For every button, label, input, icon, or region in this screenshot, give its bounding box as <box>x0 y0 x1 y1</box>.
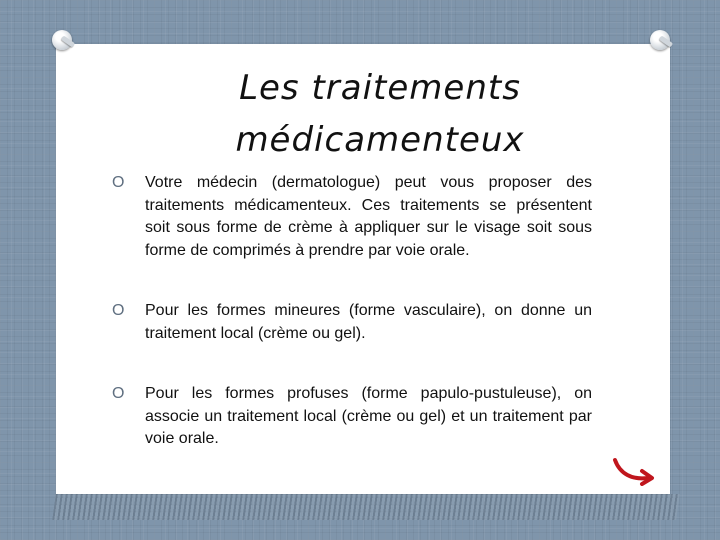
bullet-list <box>112 172 592 451</box>
bullet-item <box>112 300 592 345</box>
bullet-marker: O <box>112 302 125 319</box>
card-shadow <box>52 494 680 520</box>
bullet-text: Votre médecin (dermatologue) peut vous proposer des traitements médicamenteux. Ces traitements se présentent soit sous forme de crème à appliquer sur le visage soit sous forme de comprimés à prendre par voie orale. <box>145 174 592 259</box>
pushpin-left-icon <box>52 30 72 50</box>
bullet-marker: O <box>112 385 125 402</box>
bullet-text: Pour les formes profuses (forme papulo-pustuleuse), on associe un traitement local (crème ou gel) et un traitement par voie orale. <box>145 385 592 447</box>
bullet-marker: O <box>112 174 125 191</box>
bullet-item <box>112 383 592 451</box>
bullet-item <box>112 172 592 262</box>
title-line-1: Les traitements <box>239 68 521 108</box>
curved-arrow-icon[interactable] <box>612 456 656 486</box>
slide-title <box>200 62 560 166</box>
pushpin-right-icon <box>650 30 670 50</box>
bullet-text: Pour les formes mineures (forme vasculaire), on donne un traitement local (crème ou gel). <box>145 302 592 342</box>
title-line-2: médicamenteux <box>235 120 525 160</box>
